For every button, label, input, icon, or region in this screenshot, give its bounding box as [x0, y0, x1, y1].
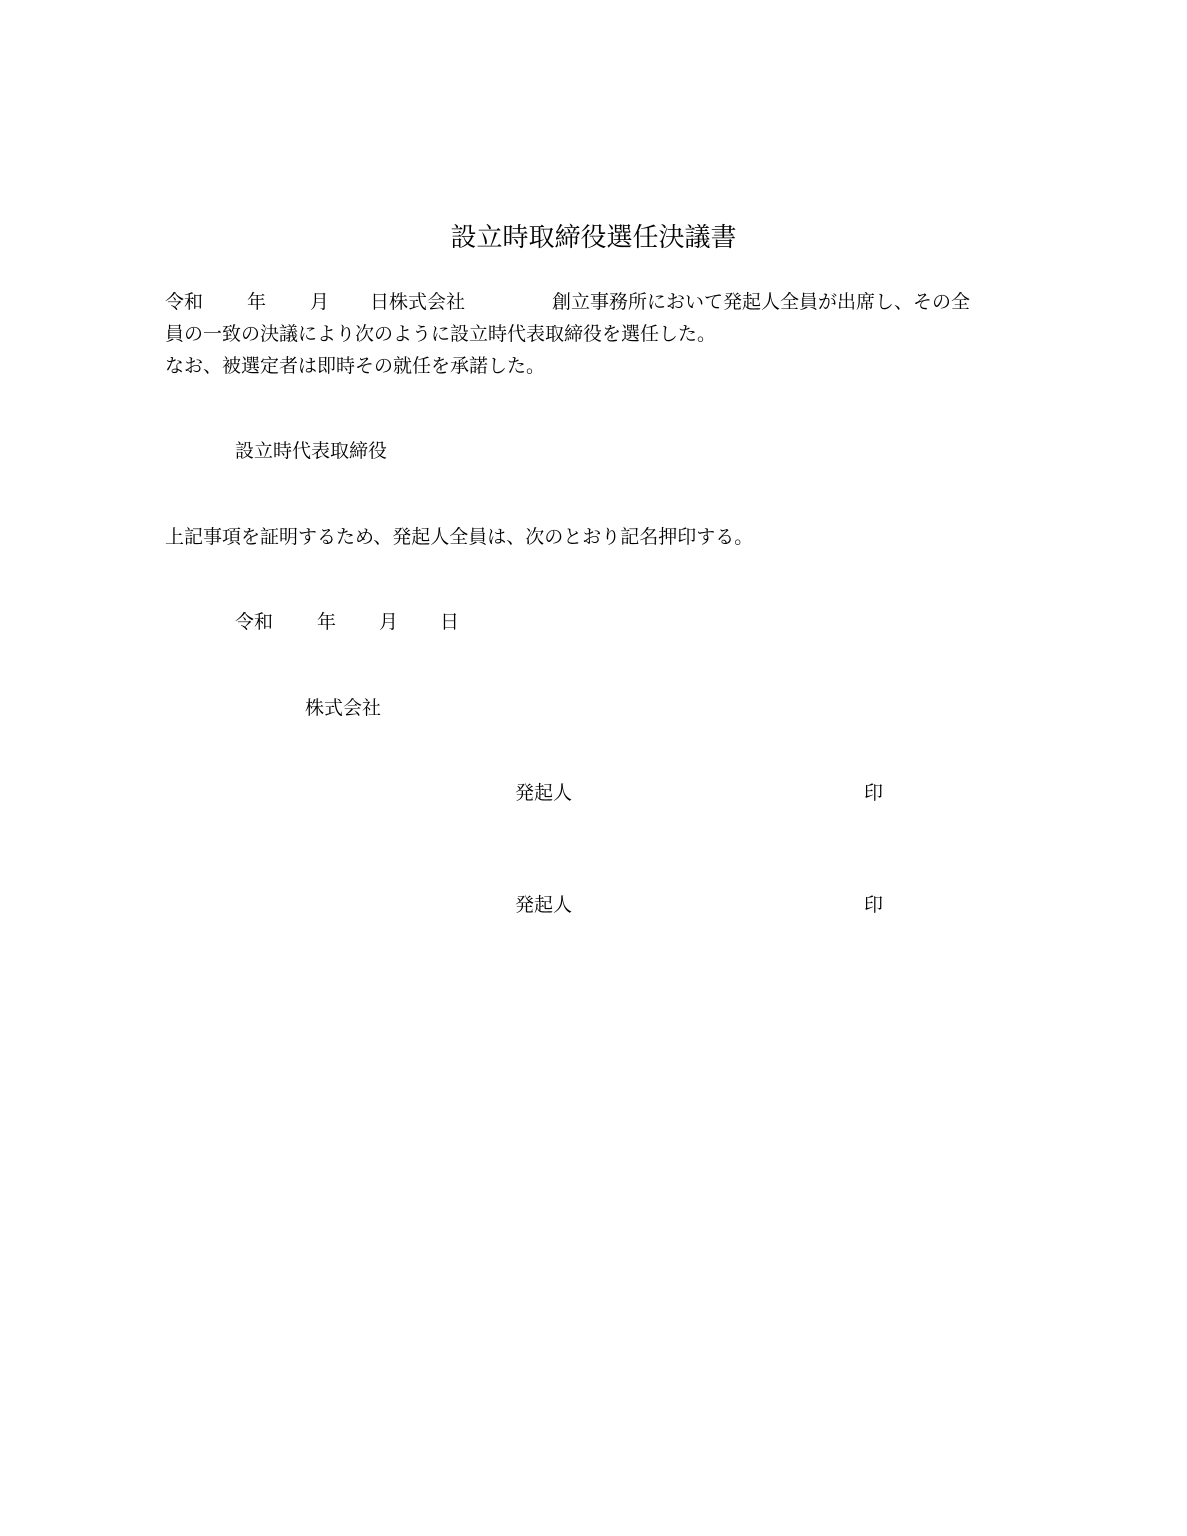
appointee-label: 設立時代表取締役 — [235, 440, 388, 462]
month-label: 月 — [310, 291, 330, 313]
seal-mark: 印 — [864, 894, 884, 916]
day-company-label: 日株式会社 — [370, 291, 466, 313]
year-label: 年 — [247, 291, 267, 313]
company-label: 株式会社 — [305, 697, 382, 719]
date-month: 月 — [379, 611, 399, 633]
date-era: 令和 — [235, 611, 274, 633]
paragraph-line2: 員の一致の決議により次のように設立時代表取締役を選任した。 — [165, 323, 717, 345]
paragraph-line3: なお、被選定者は即時その就任を承諾した。 — [165, 355, 546, 377]
document-title: 設立時取締役選任決議書 — [450, 223, 737, 253]
certification-text: 上記事項を証明するため、発起人全員は、次のとおり記名押印する。 — [165, 526, 754, 548]
seal-mark: 印 — [864, 782, 884, 804]
date-day: 日 — [440, 611, 460, 633]
promoter-label: 発起人 — [515, 894, 573, 916]
date-year: 年 — [317, 611, 337, 633]
era-label: 令和 — [165, 291, 204, 313]
paragraph-line1-rest: 創立事務所において発起人全員が出席し、その全 — [552, 291, 971, 313]
promoter-label: 発起人 — [515, 782, 573, 804]
